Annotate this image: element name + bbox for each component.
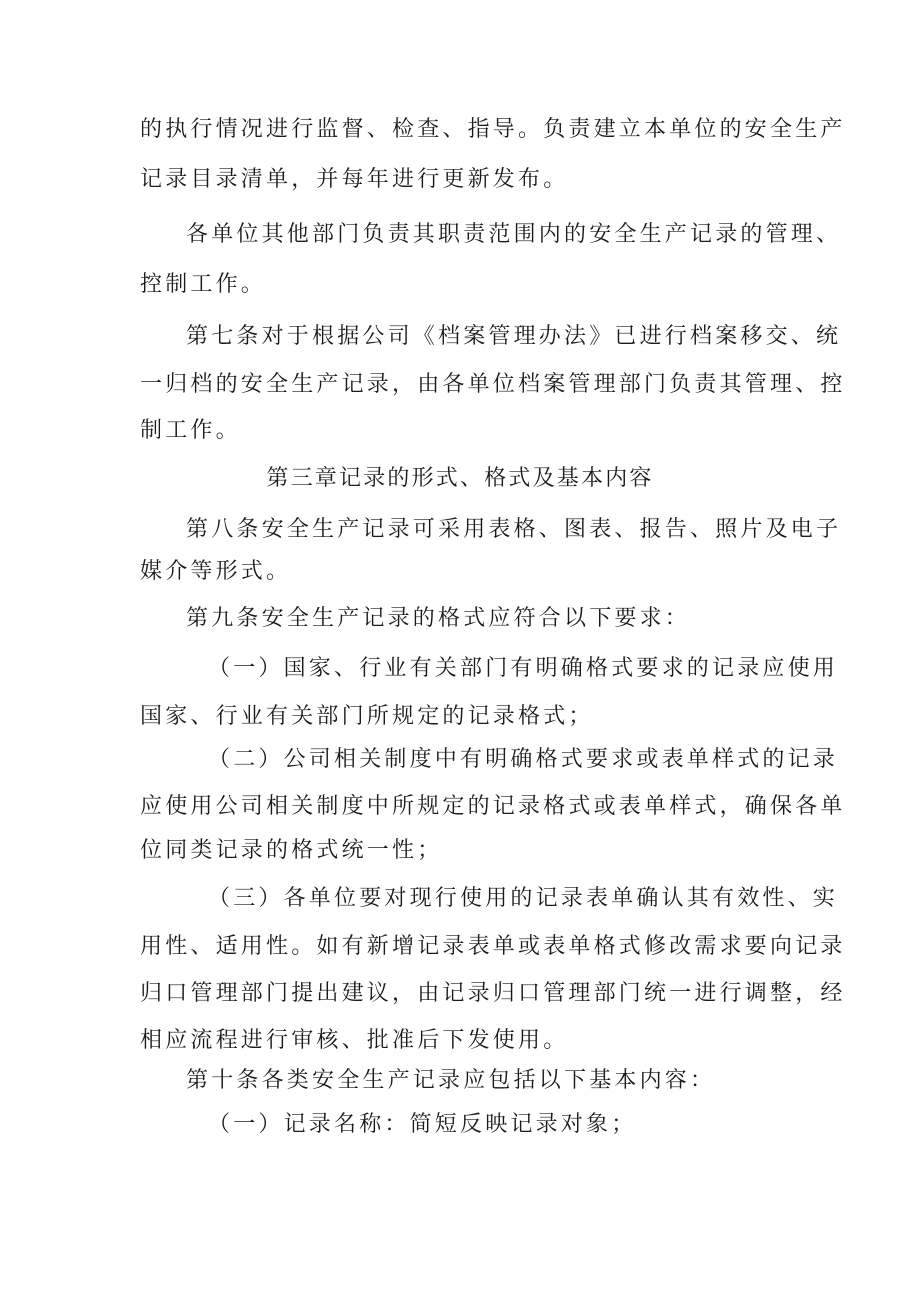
text-line-1: 的执行情况进行监督、检查、指导。负责建立本单位的安全生产 [140,117,846,142]
chapter-heading: 第三章记录的形式、格式及基本内容 [266,466,654,491]
text-line-14: （二）公司相关制度中有明确格式要求或表单样式的记录 [208,747,839,772]
text-line-2: 记录目录清单，并每年进行更新发布。 [140,167,569,192]
text-line-9: 第八条安全生产记录可采用表格、图表、报告、照片及电子 [186,517,842,542]
text-line-22: （一）记录名称：简短反映记录对象； [208,1112,637,1137]
text-line-12: （一）国家、行业有关部门有明确格式要求的记录应使用 [208,656,839,681]
text-line-10: 媒介等形式。 [140,559,292,584]
text-line-15: 应使用公司相关制度中所规定的记录格式或表单样式，确保各单 [140,794,846,819]
text-line-3: 各单位其他部门负责其职责范围内的安全生产记录的管理、 [186,222,842,247]
text-line-4: 控制工作。 [140,272,267,297]
text-line-19: 归口管理部门提出建议，由记录归口管理部门统一进行调整，经 [140,981,846,1006]
text-line-18: 用性、适用性。如有新增记录表单或表单格式修改需求要向记录 [140,934,846,959]
text-line-20: 相应流程进行审核、批准后下发使用。 [140,1028,569,1053]
text-line-13: 国家、行业有关部门所规定的记录格式； [140,704,594,729]
text-line-6: 一归档的安全生产记录，由各单位档案管理部门负责其管理、控 [140,372,846,397]
text-line-7: 制工作。 [140,418,241,443]
text-line-11: 第九条安全生产记录的格式应符合以下要求： [186,606,691,631]
text-line-16: 位同类记录的格式统一性； [140,838,443,863]
text-line-21: 第十条各类安全生产记录应包括以下基本内容： [186,1068,716,1093]
text-line-17: （三）各单位要对现行使用的记录表单确认其有效性、实 [208,886,839,911]
text-line-5: 第七条对于根据公司《档案管理办法》已进行档案移交、统 [186,324,842,349]
